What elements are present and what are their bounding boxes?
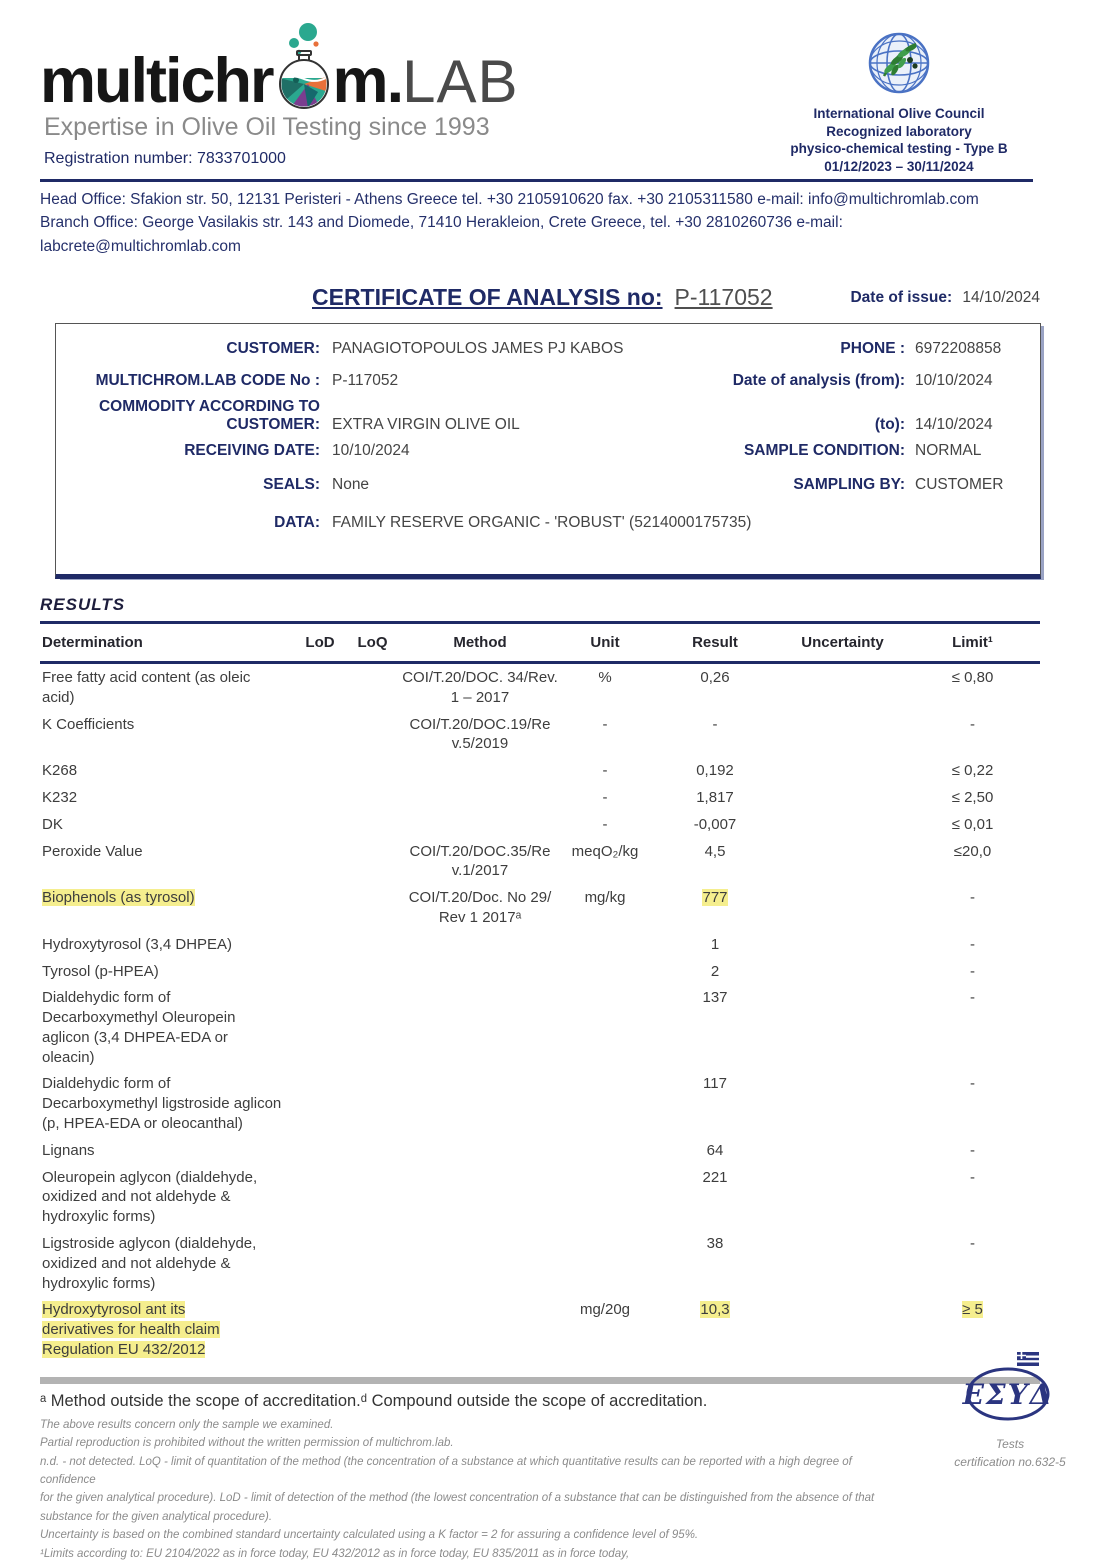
info-row xyxy=(70,416,1020,434)
loq xyxy=(345,935,400,955)
uncertainty xyxy=(780,888,905,928)
uncertainty xyxy=(780,761,905,781)
method xyxy=(400,815,560,835)
determination: Free fatty acid content (as oleic acid) xyxy=(42,668,251,706)
col-unit: Unit xyxy=(590,633,620,651)
ioc-line: Recognized laboratory xyxy=(826,123,972,139)
method xyxy=(400,988,560,1067)
result: 2 xyxy=(710,962,720,980)
smallprint-line: Uncertainty is based on the combined standard uncertainty calculated using a K factor = 2 for assuring a confidence level of 95%. xyxy=(40,1529,699,1542)
method: COI/T.20/DOC. 34/Rev. 1 – 2017 xyxy=(402,668,558,706)
smallprint-line: Partial reproduction is prohibited without the written permission of multichrom.lab. xyxy=(40,1437,454,1450)
brand-text-2: m xyxy=(332,45,387,116)
table-row xyxy=(40,664,1040,711)
method xyxy=(400,761,560,781)
phone-value: 6972208858 xyxy=(915,339,1002,357)
table-row xyxy=(40,838,1040,885)
uncertainty xyxy=(780,988,905,1067)
header xyxy=(40,0,1040,175)
ioc-line: physico-chemical testing - Type B xyxy=(790,141,1008,157)
sampling-by-label: SAMPLING BY: xyxy=(793,475,905,493)
header-divider xyxy=(40,179,1033,182)
uncertainty xyxy=(780,815,905,835)
method xyxy=(400,1074,560,1133)
table-row xyxy=(40,931,1040,958)
uncertainty xyxy=(780,788,905,808)
sample-condition-label: SAMPLE CONDITION: xyxy=(743,441,905,459)
smallprint-line: n.d. - not detected. LoQ - limit of quantitation of the method (the concentration of a substance at which quantitative results can be reported with a high degree of confidence xyxy=(40,1455,852,1487)
determination: Tyrosol (p-HPEA) xyxy=(42,962,159,980)
unit: - xyxy=(602,815,608,833)
determination: K268 xyxy=(42,762,78,780)
uncertainty xyxy=(780,1234,905,1293)
lod xyxy=(295,1300,345,1359)
smallprint-line: ¹Limits according to: EU 2104/2022 as in force today, EU 432/2012 as in force today, EU 835/2011 as in force today, xyxy=(40,1547,630,1560)
receiving-date-label: RECEIVING DATE: xyxy=(184,441,320,459)
lod xyxy=(295,788,345,808)
method xyxy=(400,935,560,955)
brand-suffix: LAB xyxy=(402,48,519,116)
accreditation-footnote: ᵃ Method outside the scope of accreditation.ᵈ Compound outside the scope of accreditation. xyxy=(40,1391,708,1410)
limit: - xyxy=(970,935,975,953)
result: 0,192 xyxy=(696,762,734,780)
col-limit: Limit¹ xyxy=(952,633,993,651)
limit: - xyxy=(970,715,975,733)
uncertainty xyxy=(780,842,905,882)
lod xyxy=(295,1074,345,1133)
limit: ≤ 0,01 xyxy=(951,815,994,833)
analysis-to-value: 14/10/2024 xyxy=(915,415,993,433)
unit: mg/kg xyxy=(584,889,626,907)
lod xyxy=(295,1168,345,1227)
method xyxy=(400,1141,560,1161)
loq xyxy=(345,842,400,882)
limit: ≤ 0,22 xyxy=(951,762,994,780)
determination: Lignans xyxy=(42,1141,95,1159)
certificate-title: CERTIFICATE OF ANALYSIS no: xyxy=(312,283,663,310)
branch-office-address: Branch Office: George Vasilakis str. 143 and Diomede, 71410 Herakleion, Crete Greece, tel. +30 2810260736 e-mail: labcrete@multichromlab.com xyxy=(40,214,843,255)
loq xyxy=(345,815,400,835)
brand-dot: . xyxy=(386,45,403,116)
loq xyxy=(345,1234,400,1293)
seals-label: SEALS: xyxy=(263,475,320,493)
loq xyxy=(345,1074,400,1133)
limit-highlighted: ≥ 5 xyxy=(962,1301,983,1319)
table-row xyxy=(40,811,1040,838)
tagline: Expertise in Olive Oil Testing since 1993 xyxy=(44,113,490,142)
result: 221 xyxy=(702,1168,728,1186)
determination-highlighted: Hydroxytyrosol ant its derivatives for health claim Regulation EU 432/2012 xyxy=(42,1301,220,1359)
sampling-by-value: CUSTOMER xyxy=(915,475,1004,493)
esyd-caption-line2: certification no.632-5 xyxy=(954,1455,1066,1469)
table-row xyxy=(40,958,1040,985)
loq xyxy=(345,715,400,755)
seals-value: None xyxy=(332,475,370,493)
ioc-line: International Olive Council xyxy=(813,106,985,121)
uncertainty xyxy=(780,935,905,955)
limit: - xyxy=(970,1141,975,1159)
limit: - xyxy=(970,889,975,907)
table-row xyxy=(40,711,1040,758)
unit: mg/20g xyxy=(579,1301,631,1319)
lod xyxy=(295,988,345,1067)
col-loq: LoQ xyxy=(357,633,388,651)
uncertainty xyxy=(780,668,905,708)
determination: DK xyxy=(42,815,63,833)
loq xyxy=(345,1141,400,1161)
logo-block xyxy=(40,22,519,175)
receiving-date-value: 10/10/2024 xyxy=(332,441,410,459)
date-of-issue-label: Date of issue: xyxy=(850,288,953,306)
result: - xyxy=(712,715,718,733)
result: 137 xyxy=(702,989,728,1007)
result: 64 xyxy=(706,1141,724,1159)
unit xyxy=(560,1074,650,1133)
col-method: Method xyxy=(453,633,507,651)
results-table-header xyxy=(40,624,1040,661)
info-row xyxy=(70,476,1020,494)
unit: % xyxy=(598,668,612,686)
lod xyxy=(295,842,345,882)
loq xyxy=(345,888,400,928)
flask-icon xyxy=(274,22,332,113)
method xyxy=(400,1300,560,1359)
unit: - xyxy=(602,762,608,780)
unit xyxy=(560,988,650,1067)
info-row xyxy=(70,514,1020,532)
table-row xyxy=(40,757,1040,784)
determination: Oleuropein aglycon (dialdehyde, oxidized and not aldehyde & hydroxylic forms) xyxy=(42,1168,258,1226)
lod xyxy=(295,668,345,708)
method xyxy=(400,1234,560,1293)
table-row xyxy=(40,984,1040,1070)
determination: K Coefficients xyxy=(42,715,135,733)
result-highlighted: 777 xyxy=(702,889,728,907)
result: 0,26 xyxy=(700,668,730,686)
method xyxy=(400,1168,560,1227)
col-result: Result xyxy=(692,633,738,651)
result-highlighted: 10,3 xyxy=(700,1301,730,1319)
commodity-value: EXTRA VIRGIN OLIVE OIL xyxy=(332,415,520,433)
method xyxy=(400,962,560,982)
uncertainty xyxy=(780,1300,905,1359)
lod xyxy=(295,761,345,781)
limit: - xyxy=(970,1235,975,1253)
brand-text: multichr xyxy=(40,45,273,116)
info-row xyxy=(70,398,1020,416)
customer-label: CUSTOMER: xyxy=(226,339,320,357)
smallprint-line: for the given analytical procedure). LoD - limit of detection of the method (the lowest concentration of a substance that can be distinguished from the absence of that xyxy=(40,1492,875,1505)
result: 4,5 xyxy=(704,842,726,860)
esyd-accreditation xyxy=(940,1352,1080,1471)
registration-number: Registration number: 7833701000 xyxy=(44,150,286,168)
uncertainty xyxy=(780,1074,905,1133)
lod xyxy=(295,715,345,755)
determination: Dialdehydic form of Decarboxymethyl ligstroside aglicon (p, HPEA-EDA or oleocanthal) xyxy=(42,1075,282,1133)
results-heading: RESULTS xyxy=(40,594,126,614)
analysis-from-value: 10/10/2024 xyxy=(915,371,993,389)
method xyxy=(400,788,560,808)
table-row xyxy=(40,1137,1040,1164)
data-label: DATA: xyxy=(274,513,320,531)
loq xyxy=(345,761,400,781)
uncertainty xyxy=(780,715,905,755)
analysis-from-label: Date of analysis (from): xyxy=(732,371,905,389)
ioc-globe-icon xyxy=(866,83,932,100)
determination: Dialdehydic form of Decarboxymethyl Oleuropein aglicon (3,4 DHPEA-EDA or oleacin) xyxy=(42,989,236,1066)
result: -0,007 xyxy=(693,815,737,833)
table-row xyxy=(40,884,1040,931)
loq xyxy=(345,988,400,1067)
uncertainty xyxy=(780,1141,905,1161)
result: 117 xyxy=(703,1075,727,1093)
unit xyxy=(560,1141,650,1161)
footer-divider xyxy=(40,1377,1040,1384)
limit: - xyxy=(970,1075,975,1093)
certificate-number: P-117052 xyxy=(674,283,773,310)
col-lod: LoD xyxy=(305,633,335,651)
esyd-caption-line1: Tests xyxy=(995,1437,1025,1451)
unit xyxy=(560,962,650,982)
loq xyxy=(345,788,400,808)
limit: ≤20,0 xyxy=(953,842,992,860)
unit xyxy=(560,935,650,955)
table-row xyxy=(40,1296,1040,1362)
table-row xyxy=(40,1070,1040,1136)
info-row xyxy=(70,372,1020,390)
loq xyxy=(345,1300,400,1359)
limit: ≤ 2,50 xyxy=(951,788,994,806)
limit: - xyxy=(970,989,975,1007)
sample-condition-value: NORMAL xyxy=(915,441,982,459)
method: COI/T.20/DOC.19/Re v.5/2019 xyxy=(409,715,551,753)
esyd-logo-icon xyxy=(955,1378,1065,1428)
limit: - xyxy=(970,962,975,980)
loq xyxy=(345,1168,400,1227)
method: COI/T.20/DOC.35/Re v.1/2017 xyxy=(409,842,551,880)
ioc-block xyxy=(764,22,1034,175)
customer-value: PANAGIOTOPOULOS JAMES PJ KABOS xyxy=(332,339,624,357)
phone-label: PHONE : xyxy=(840,339,905,357)
info-row xyxy=(70,340,1020,358)
lab-code-value: P-117052 xyxy=(332,371,399,389)
lod xyxy=(295,815,345,835)
lod xyxy=(295,1234,345,1293)
date-of-issue-value: 14/10/2024 xyxy=(962,288,1040,306)
table-row xyxy=(40,784,1040,811)
head-office-address: Head Office: Sfakion str. 50, 12131 Peristeri - Athens Greece tel. +30 2105910620 fax. +30 2105311580 e-mail: info@multichromlab.com xyxy=(40,191,979,209)
unit xyxy=(560,1168,650,1227)
multichrom-logo xyxy=(40,22,519,116)
smallprint-line: The above results concern only the sample we examined. xyxy=(40,1418,334,1431)
loq xyxy=(345,962,400,982)
col-uncertainty: Uncertainty xyxy=(801,633,884,651)
date-of-issue xyxy=(850,284,1040,307)
smallprint-line: substance for the given analytical procedure). xyxy=(40,1510,273,1523)
sample-info-box xyxy=(55,323,1041,579)
unit xyxy=(560,1234,650,1293)
result: 1,817 xyxy=(696,788,734,806)
ioc-line: 01/12/2023 – 30/11/2024 xyxy=(824,158,974,174)
unit: meqO₂/kg xyxy=(571,842,639,860)
uncertainty xyxy=(780,962,905,982)
info-row xyxy=(70,442,1020,460)
commodity-label-line1: COMMODITY ACCORDING TO xyxy=(98,397,320,415)
commodity-label-line2: CUSTOMER: xyxy=(226,415,320,433)
limit: - xyxy=(970,1168,975,1186)
lod xyxy=(295,888,345,928)
limit: ≤ 0,80 xyxy=(951,668,994,686)
table-row xyxy=(40,1164,1040,1230)
unit: - xyxy=(602,788,608,806)
unit: - xyxy=(602,715,608,733)
legal-smallprint xyxy=(40,1416,900,1563)
data-value: FAMILY RESERVE ORGANIC - 'ROBUST' (5214000175735) xyxy=(332,513,752,531)
determination: Hydroxytyrosol (3,4 DHPEA) xyxy=(42,935,233,953)
col-determination: Determination xyxy=(42,633,143,651)
title-row xyxy=(40,284,1040,311)
lod xyxy=(295,935,345,955)
analysis-to-label: (to): xyxy=(874,415,905,433)
lod xyxy=(295,1141,345,1161)
determination: Peroxide Value xyxy=(42,842,143,860)
method: COI/T.20/Doc. No 29/ Rev 1 2017ᵃ xyxy=(408,889,552,926)
svg-text:ΕΣΥΔ: ΕΣΥΔ xyxy=(962,1378,1054,1411)
result: 38 xyxy=(706,1235,724,1253)
uncertainty xyxy=(780,1168,905,1227)
determination: Ligstroside aglycon (dialdehyde, oxidized and not aldehyde & hydroxylic forms) xyxy=(42,1235,257,1292)
determination-highlighted: Biophenols (as tyrosol) xyxy=(42,889,195,907)
results-table-body xyxy=(40,664,1040,1363)
determination: K232 xyxy=(42,788,78,806)
addresses xyxy=(40,188,1040,258)
lod xyxy=(295,962,345,982)
loq xyxy=(345,668,400,708)
lab-code-label: MULTICHROM.LAB CODE No : xyxy=(95,371,320,389)
result: 1 xyxy=(710,935,720,953)
table-row xyxy=(40,1230,1040,1296)
